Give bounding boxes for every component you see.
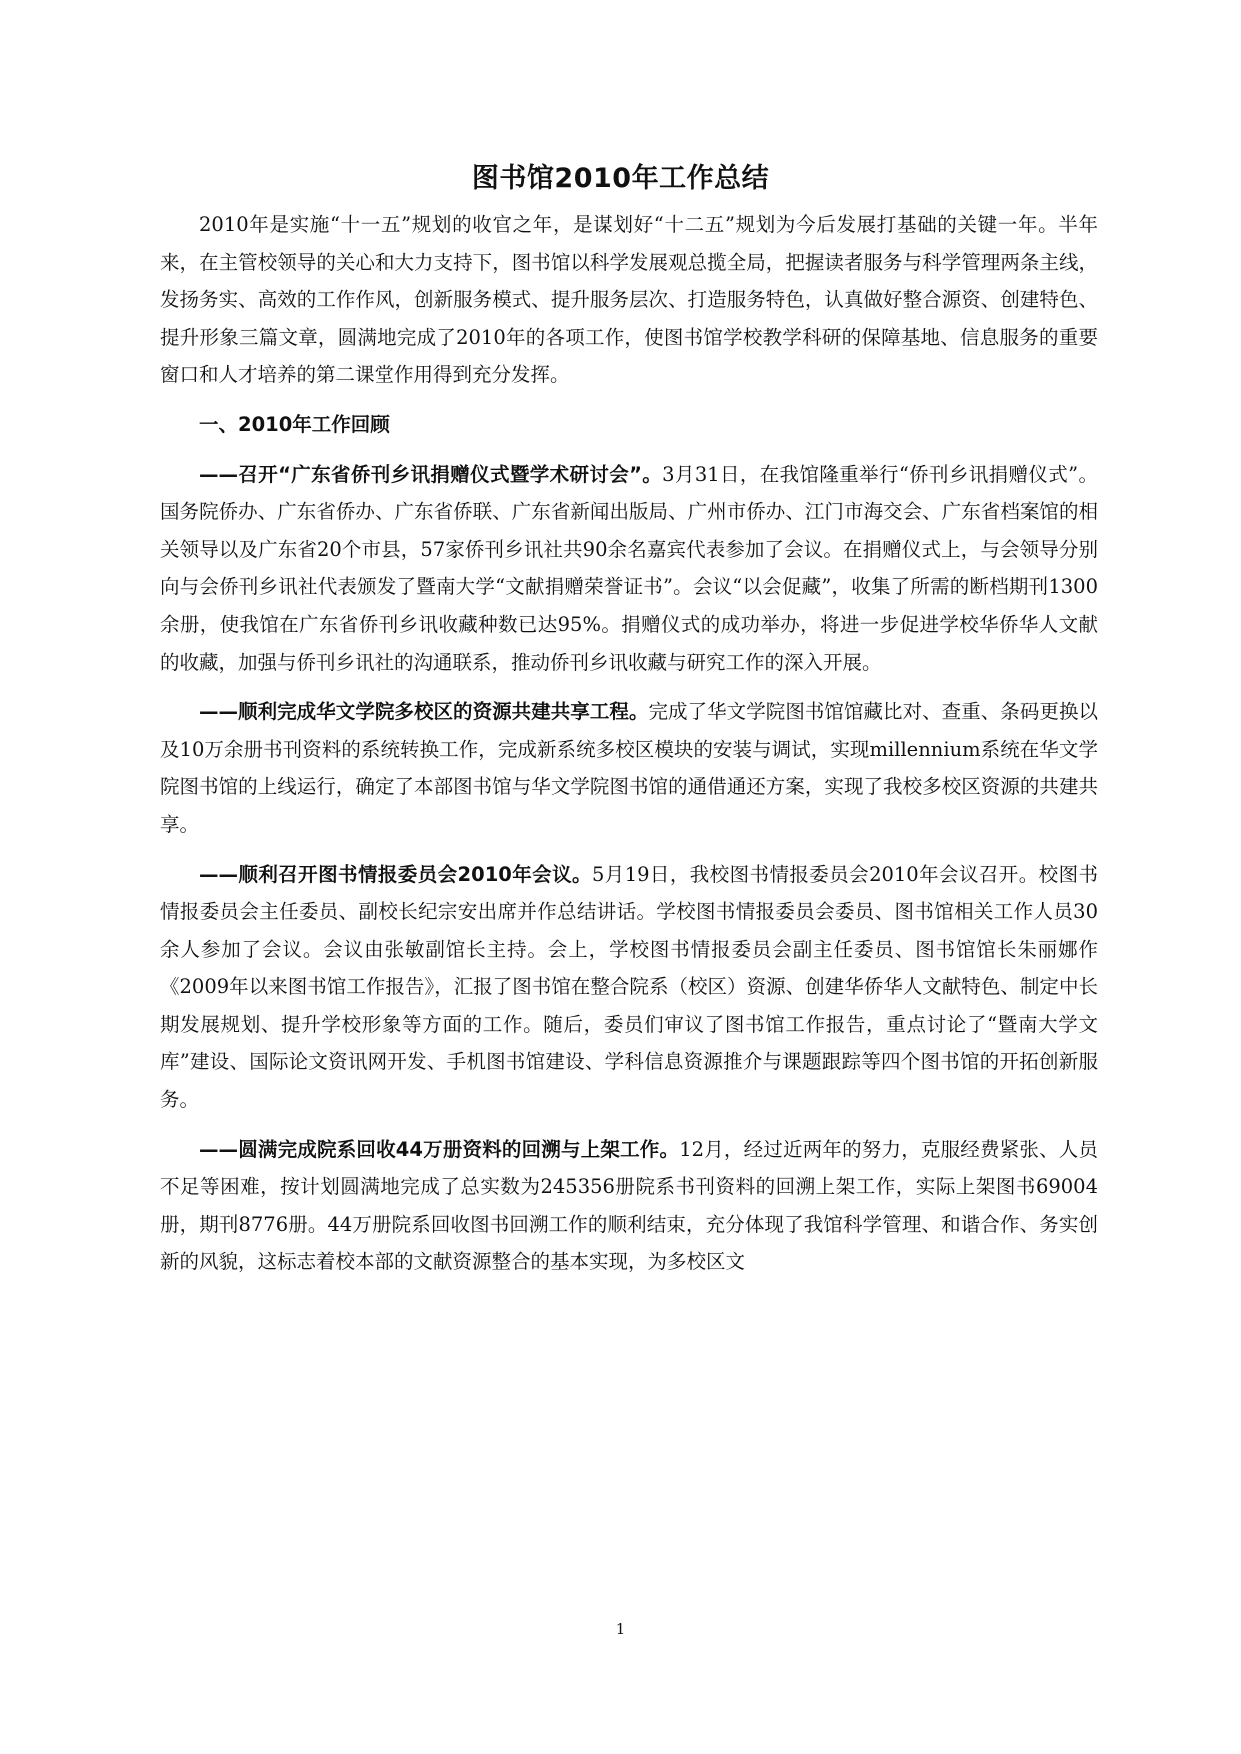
item-text: 5月19日，我校图书情报委员会2010年会议召开。校图书情报委员会主任委员、副校长纪宗安出席并作总结讲话。学校图书情报委员会委员、图书馆相关工作人员30余人参加了会议。会议由张敏副馆长主持。会上，学校图书情报委员会副主任委员、图书馆馆长朱丽娜作《2009年以来图书馆工作报告》，汇报了图书馆在整合院系（校区）资源、创建华侨华人文献特色、制定中长期发展规划、提升学校形象等方面的工作。随后，委员们审议了图书馆工作报告，重点讨论了“暨南大学文库”建设、国际论文资讯网开发、手机图书馆建设、学科信息资源推介与课题跟踪等四个图书馆的开拓创新服务。 <box>160 862 1098 1112</box>
item-lead: ——圆满完成院系回收44万册资料的回溯与上架工作。 <box>199 1137 680 1161</box>
item-text: 完成了华文学院图书馆馆藏比对、查重、条码更换以及10万余册书刊资料的系统转换工作，完成新系统多校区模块的安装与调试，实现millennium系统在华文学院图书馆的上线运行，确定了本部图书馆与华文学院图书馆的通借通还方案，实现了我校多校区资源的共建共享。 <box>160 700 1098 836</box>
list-item <box>160 456 1098 682</box>
intro-paragraph-text: 2010年是实施“十一五”规划的收官之年，是谋划好“十二五”规划为今后发展打基础的关键一年。半年来，在主管校领导的关心和大力支持下，图书馆以科学发展观总揽全局，把握读者服务与科学管理两条主线，发扬务实、高效的工作作风，创新服务模式、提升服务层次、打造服务特色，认真做好整合源资、创建特色、提升形象三篇文章，圆满地完成了2010年的各项工作，使图书馆学校教学科研的保障基地、信息服务的重要窗口和人才培养的第二课堂作用得到充分发挥。 <box>160 213 1098 387</box>
item-lead: ——顺利完成华文学院多校区的资源共建共享工程。 <box>199 700 649 724</box>
document-body <box>160 206 1098 1293</box>
list-item <box>160 1131 1098 1281</box>
item-lead: ——顺利召开图书情报委员会2010年会议。 <box>199 862 592 886</box>
list-item <box>160 856 1098 1119</box>
page-number: 1 <box>615 1620 626 1638</box>
intro-paragraph <box>160 206 1098 394</box>
section-heading: 一、2010年工作回顾 <box>199 412 390 436</box>
item-text: 12月，经过近两年的努力，克服经费紧张、人员不足等困难，按计划圆满地完成了总实数为245356册院系书刊资料的回溯上架工作，实际上架图书69004册，期刊8776册。44万册院系回收图书回溯工作的顺利结束，充分体现了我馆科学管理、和谐合作、务实创新的风貌，这标志着校本部的文献资源整合的基本实现，为多校区文 <box>160 1137 1098 1274</box>
document-title: 图书馆2010年工作总结 <box>471 163 770 194</box>
item-lead: ——召开“广东省侨刊乡讯捐赠仪式暨学术研讨会”。 <box>199 462 663 486</box>
item-text: 3月31日，在我馆隆重举行“侨刊乡讯捐赠仪式”。国务院侨办、广东省侨办、广东省侨联、广东省新闻出版局、广州市侨办、江门市海交会、广东省档案馆的相关领导以及广东省20个市县，57家侨刊乡讯社共90余名嘉宾代表参加了会议。在捐赠仪式上，与会领导分别向与会侨刊乡讯社代表颁发了暨南大学“文献捐赠荣誉证书”。会议“以会促藏”，收集了所需的断档期刊1300余册，使我馆在广东省侨刊乡讯收藏种数已达95%。捐赠仪式的成功举办，将进一步促进学校华侨华人文献的收藏，加强与侨刊乡讯社的沟通联系，推动侨刊乡讯收藏与研究工作的深入开展。 <box>160 462 1098 674</box>
list-item <box>160 693 1098 843</box>
